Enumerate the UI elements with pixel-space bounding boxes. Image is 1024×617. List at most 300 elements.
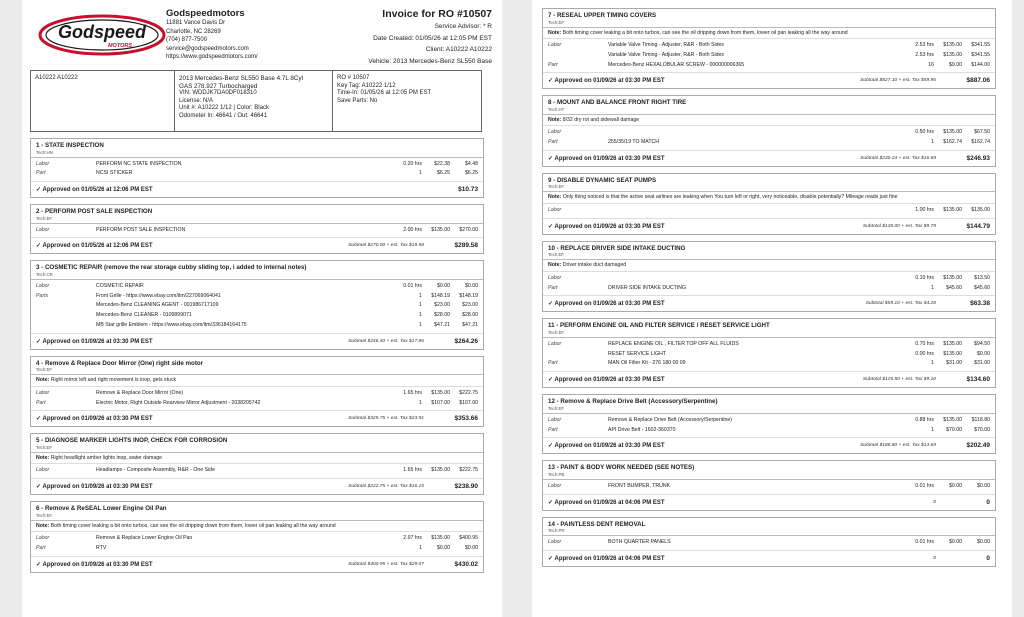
line-rate: $135.00 — [943, 274, 962, 281]
line-items — [31, 532, 483, 556]
line-amount: $67.50 — [974, 129, 990, 136]
line-description — [608, 206, 904, 216]
line-items — [543, 39, 995, 72]
line-quantity: 1.00 hrs — [915, 206, 934, 213]
job-subtotal: Subtotal $135.00 + est. Tax $9.79 — [862, 223, 936, 229]
line-type: Part — [548, 61, 558, 68]
job-title: 5 - DIAGNOSE MARKER LIGHTS INOP, CHECK FOR CORROSION — [36, 437, 228, 445]
line-description: REPLACE ENGINE OIL , FILTER TOP OFF ALL FLUIDS — [608, 340, 739, 347]
job-tech: Tech:EF — [36, 444, 53, 450]
line-rate: $135.00 — [943, 129, 962, 136]
line-description — [608, 128, 904, 138]
line-rate: $0.00 — [949, 539, 962, 546]
line-items — [543, 480, 995, 494]
line-item — [31, 321, 483, 331]
job-tech: Tech:EF — [36, 367, 53, 373]
invoice-summary — [368, 8, 492, 67]
job-header — [543, 242, 995, 261]
line-type: Part — [548, 426, 558, 433]
line-amount: $94.50 — [974, 340, 990, 347]
line-description: RESET SERVICE LIGHT — [608, 350, 667, 357]
approval-status — [548, 77, 860, 84]
line-type: Labor — [36, 160, 50, 167]
line-rate: $22.38 — [434, 160, 450, 167]
job-card — [30, 260, 484, 349]
job-note — [543, 28, 995, 40]
job-card — [542, 517, 996, 567]
line-item — [31, 160, 483, 170]
line-amount: $400.95 — [459, 535, 478, 542]
line-type: Labor — [548, 539, 562, 546]
job-subtotal: Subtotal $125.50 + est. Tax $9.10 — [862, 377, 936, 383]
line-type: Labor — [548, 206, 562, 213]
line-rate: $162.74 — [943, 139, 962, 146]
line-quantity: 1 — [931, 360, 934, 367]
line-description: FRONT BUMPER, TRUNK — [608, 482, 671, 489]
line-rate: $135.00 — [943, 206, 962, 213]
job-card — [542, 241, 996, 313]
line-amount: $222.75 — [459, 389, 478, 396]
approval-text: Approved on 01/09/26 at 03:30 PM EST — [554, 155, 665, 162]
logo-subtext: MOTORS — [107, 43, 133, 49]
line-rate: $28.00 — [434, 312, 450, 319]
line-rate: $135.00 — [943, 416, 962, 423]
line-type: Part — [548, 360, 558, 367]
line-quantity: 0.70 hrs — [915, 340, 934, 347]
line-amount: $148.19 — [459, 292, 478, 299]
approval-text: Approved on 01/09/26 at 03:30 PM EST — [42, 338, 153, 345]
line-item — [31, 399, 483, 409]
line-description: COSMETIC REPAIR — [96, 282, 144, 289]
job-subtotal: Subtotal $329.75 + est. Tax $23.91 — [348, 416, 424, 422]
line-type: Part — [36, 545, 46, 552]
job-footer — [543, 295, 995, 311]
line-type — [548, 51, 608, 61]
invoice-page-2 — [532, 0, 1012, 617]
line-quantity: 0.01 hrs — [915, 539, 934, 546]
job-card — [542, 394, 996, 454]
job-title: 7 - RESEAL UPPER TIMING COVERS — [548, 12, 657, 19]
line-items — [543, 126, 995, 150]
job-note — [543, 115, 995, 127]
line-items — [31, 280, 483, 333]
job-total: $63.38 — [970, 300, 990, 308]
line-item — [543, 426, 995, 436]
date-created: Date Created: 01/05/26 at 12:05 PM EST — [373, 34, 492, 42]
line-description: Remove & Replace Door Mirror (One) — [96, 389, 184, 396]
approval-status — [548, 499, 933, 506]
line-item — [31, 301, 483, 311]
company-website: https://www.godspeedmotors.com/ — [166, 54, 258, 60]
note-label: Note: — [548, 194, 562, 201]
line-type: Labor — [36, 467, 50, 474]
ro-line: Time-In: 01/05/26 at 12:05 PM EST — [337, 90, 432, 97]
line-type: Labor — [36, 389, 50, 396]
job-tech: Tech:EF — [36, 512, 53, 518]
job-card — [30, 433, 484, 495]
line-quantity: 2.53 hrs — [915, 42, 934, 48]
line-description: API Drive Belt - 1602-360370 — [608, 426, 676, 433]
line-items — [31, 224, 483, 238]
line-amount: $222.75 — [459, 467, 478, 474]
vehicle-line: 2013 Mercedes-Benz SL550 Base 4.7L 8Cyl — [179, 75, 304, 82]
line-rate: $23.00 — [434, 302, 450, 309]
line-item — [543, 274, 995, 284]
approval-text: Approved on 01/09/26 at 03:30 PM EST — [42, 416, 153, 423]
job-title: 10 - REPLACE DRIVER SIDE INTAKE DUCTING — [548, 244, 686, 252]
job-title: 12 - Remove & Replace Drive Belt (Accessory/Serpentine) — [548, 398, 718, 406]
line-item — [31, 389, 483, 399]
line-type — [548, 350, 608, 360]
line-type — [36, 301, 96, 311]
vehicle-line: License: N/A — [179, 97, 214, 104]
job-footer — [31, 333, 483, 349]
job-tech: Tech:EF — [548, 405, 565, 411]
approval-text: Approved on 01/09/26 at 03:30 PM EST — [554, 78, 665, 85]
vehicle-line: VIN: WDDJK7DA0DF018310 — [179, 90, 257, 97]
job-subtotal: Subtotal $230.24 + est. Tax $16.69 — [860, 155, 936, 161]
line-quantity: 2.97 hrs — [403, 535, 422, 542]
line-type — [36, 311, 96, 321]
line-description: PERFORM POST SALE INSPECTION — [96, 226, 186, 233]
job-tech: Tech:HN — [36, 149, 53, 155]
line-item — [543, 41, 995, 51]
line-amount: $118.80 — [971, 416, 990, 423]
line-item — [543, 206, 995, 216]
line-amount: $107.00 — [459, 399, 478, 406]
line-item — [543, 538, 995, 548]
note-text: Both timing cover leaking a bit onto turbos, can see the oil dripping down from them, lower oil pan leaking all the way around — [50, 522, 336, 529]
job-footer — [31, 410, 483, 426]
godspeed-logo — [36, 12, 168, 58]
line-rate: $135.00 — [943, 350, 962, 357]
approval-status — [36, 483, 348, 490]
line-rate: $135.00 — [431, 389, 450, 396]
service-advisor: Service Advisor: * R — [434, 23, 492, 30]
line-item — [31, 226, 483, 236]
job-header — [31, 502, 483, 521]
logo-text: Godspeed — [57, 22, 147, 42]
note-label: Note: — [36, 522, 50, 529]
line-item — [543, 340, 995, 350]
job-total: $134.60 — [966, 376, 990, 384]
job-note — [543, 260, 995, 272]
job-header — [31, 357, 483, 376]
job-tech: Tech:HT — [548, 106, 565, 112]
invoice-page-1 — [22, 0, 502, 617]
note-label: Note: — [36, 454, 50, 461]
job-header — [543, 174, 995, 193]
line-amount: $23.00 — [462, 302, 478, 309]
check-icon: ✓ — [36, 338, 42, 345]
line-type: Labor — [548, 129, 562, 136]
vehicle-line: GAS 278.927 Turbocharged — [179, 82, 258, 90]
line-description: Front Grille - https://www.ebay.com/itm/227069064041 — [96, 292, 221, 299]
line-description: Mercedes-Benz CLEANING AGENT - 001986717109 — [96, 302, 219, 309]
job-header — [31, 434, 483, 453]
check-icon: ✓ — [548, 78, 554, 85]
job-total: 0 — [986, 498, 990, 506]
line-amount: $144.00 — [971, 61, 990, 68]
job-header — [543, 96, 995, 115]
line-amount: $31.00 — [974, 360, 990, 367]
line-type: Labor — [548, 340, 562, 347]
line-description: Remove & Replace Lower Engine Oil Pan — [96, 535, 193, 542]
line-type: Labor — [36, 535, 50, 542]
job-tech: Tech:EF — [548, 19, 565, 25]
line-item — [31, 534, 483, 544]
job-subtotal: Subtotal $827.10 + est. Tax $59.96 — [860, 78, 936, 84]
job-footer — [543, 371, 995, 387]
check-icon: ✓ — [36, 187, 42, 194]
job-header — [543, 319, 995, 338]
job-footer — [31, 478, 483, 494]
line-quantity: 0.01 hrs — [915, 482, 934, 489]
line-amount: $162.74 — [971, 139, 990, 146]
line-amount: $341.55 — [971, 51, 990, 58]
line-item — [543, 138, 995, 148]
approval-status — [36, 338, 348, 345]
line-quantity: 1.65 hrs — [403, 467, 422, 474]
company-info — [166, 8, 258, 62]
job-total: $144.79 — [966, 222, 990, 230]
line-rate: $45.60 — [946, 284, 962, 291]
job-card — [30, 138, 484, 198]
line-description: Headlamps - Composite Assembly, R&R - One Side — [96, 467, 215, 474]
job-subtotal: 0 — [933, 499, 936, 505]
job-title: 6 - Remove & ReSEAL Lower Engine Oil Pan — [36, 505, 167, 513]
line-description: Variable Valve Timing - Adjuster, R&R - Both Sides — [608, 42, 724, 48]
job-footer — [543, 550, 995, 566]
line-amount: $0.00 — [465, 545, 478, 552]
line-quantity: 16 — [928, 61, 934, 68]
note-text: Right headlight amber lights inop, water damage — [50, 454, 163, 461]
note-text: Driver intake duct damaged — [562, 262, 627, 269]
line-quantity: 0.00 hrs — [915, 350, 934, 357]
ro-line: Save Parts: No — [337, 97, 378, 104]
line-description: MB Star grille Emblem - https://www.ebay.com/itm/336184164175 — [96, 322, 247, 329]
line-description: Mercedes-Benz HEXALOBULAR SCREW - 000000006365 — [608, 61, 745, 68]
line-rate: $31.00 — [946, 360, 962, 367]
ro-line: RO # 10507 — [337, 75, 370, 81]
job-card — [542, 318, 996, 388]
job-total: $202.49 — [966, 442, 990, 450]
line-items — [543, 338, 995, 371]
line-amount: $4.48 — [465, 160, 478, 167]
line-items — [543, 272, 995, 296]
check-icon: ✓ — [548, 555, 554, 562]
line-item — [543, 359, 995, 369]
job-note — [31, 453, 483, 465]
job-footer — [543, 150, 995, 166]
note-label: Note: — [548, 262, 562, 269]
job-card — [30, 356, 484, 428]
job-note — [31, 375, 483, 387]
line-description: NCSI STICKER — [96, 170, 133, 177]
line-rate: $107.00 — [431, 399, 450, 406]
job-header — [543, 518, 995, 537]
line-quantity: 1 — [419, 322, 422, 329]
line-item — [543, 51, 995, 61]
job-footer — [543, 218, 995, 234]
check-icon: ✓ — [36, 561, 42, 568]
invoice-title: Invoice for RO #10507 — [382, 8, 492, 20]
line-rate: $0.00 — [437, 545, 450, 552]
job-card — [30, 501, 484, 573]
line-quantity: 1 — [419, 292, 422, 299]
line-type: Part — [548, 284, 558, 291]
line-amount: $45.60 — [974, 284, 990, 291]
line-description — [608, 274, 904, 284]
line-type: Part — [36, 399, 46, 406]
invoice-header — [22, 0, 502, 64]
job-total: $353.66 — [454, 415, 478, 423]
job-title: 9 - DISABLE DYNAMIC SEAT PUMPS — [548, 176, 657, 184]
company-address1: 11881 Vance Davis Dr — [166, 20, 226, 26]
line-rate: $135.00 — [943, 42, 962, 48]
line-rate: $135.00 — [431, 467, 450, 474]
job-tech: Tech:CR — [36, 271, 53, 277]
note-text: Only thing noticed is that the active seat airlines are leaking when You turn left or right, very noticeable, disable potentially? Mileage reads just fine — [562, 194, 898, 201]
line-rate: $6.25 — [437, 170, 450, 177]
job-total: $264.26 — [454, 337, 478, 345]
approval-status — [548, 376, 863, 383]
line-description: 255/35/19 TO MATCH — [608, 139, 660, 146]
line-amount: $0.00 — [977, 350, 990, 357]
line-rate: $9.00 — [949, 61, 962, 68]
job-subtotal: 0 — [933, 555, 936, 561]
job-header — [543, 9, 995, 28]
job-header — [31, 139, 483, 158]
job-total: $430.02 — [454, 560, 478, 568]
customer-name: A10222 A10222 — [35, 75, 78, 81]
line-quantity: 0.20 hrs — [403, 160, 422, 167]
line-quantity: 1 — [931, 139, 934, 146]
ro-details — [333, 71, 481, 131]
check-icon: ✓ — [548, 223, 554, 230]
approval-status — [548, 555, 933, 562]
company-name: Godspeedmotors — [166, 8, 245, 19]
job-title: 1 - STATE INSPECTION — [36, 142, 104, 149]
line-amount: $135.00 — [971, 206, 990, 213]
line-item — [31, 169, 483, 179]
check-icon: ✓ — [36, 416, 42, 423]
line-rate: $135.00 — [431, 226, 450, 233]
job-title: 4 - Remove & Replace Door Mirror (One) right side motor — [36, 359, 204, 367]
line-amount: $70.00 — [974, 426, 990, 433]
job-total: $289.58 — [454, 242, 478, 250]
line-type: Parts — [36, 292, 49, 299]
approval-text: Approved on 01/09/26 at 03:30 PM EST — [554, 377, 665, 384]
line-quantity: 2.53 hrs — [915, 51, 934, 58]
job-title: 3 - COSMETIC REPAIR (remove the rear storage cubby sliding top, i added to internal notes) — [36, 264, 307, 272]
job-title: 8 - MOUNT AND BALANCE FRONT RIGHT TIRE — [548, 99, 687, 107]
approval-status — [36, 415, 348, 422]
approval-text: Approved on 01/05/26 at 12:06 PM EST — [42, 243, 153, 250]
job-tech: Tech:EF — [548, 184, 565, 190]
line-description: PERFORM NC STATE INSPECTION — [96, 160, 182, 167]
line-rate: $148.19 — [431, 292, 450, 299]
approval-status — [548, 155, 860, 162]
job-total: $238.90 — [454, 483, 478, 491]
line-item — [31, 544, 483, 554]
job-card — [542, 8, 996, 89]
job-tech: Tech:EF — [548, 329, 565, 335]
line-item — [543, 350, 995, 360]
job-subtotal: Subtotal $270.00 + est. Tax $19.58 — [348, 243, 424, 249]
job-subtotal: Subtotal $222.75 + est. Tax $16.15 — [348, 484, 424, 490]
check-icon: ✓ — [548, 443, 554, 450]
job-card — [542, 460, 996, 510]
approval-status — [548, 442, 860, 449]
line-quantity: 0.01 hrs — [403, 282, 422, 289]
line-item — [543, 284, 995, 294]
customer-cell — [31, 71, 175, 131]
company-phone: (704) 877-7500 — [166, 37, 208, 43]
job-subtotal: Subtotal $188.80 + est. Tax $13.69 — [860, 443, 936, 449]
check-icon: ✓ — [548, 301, 554, 308]
line-description: DRIVER SIDE INTAKE DUCTING — [608, 284, 687, 291]
note-label: Note: — [548, 116, 562, 123]
line-quantity: 1 — [931, 426, 934, 433]
line-item — [31, 282, 483, 292]
approval-text: Approved on 01/09/26 at 03:30 PM EST — [554, 301, 665, 308]
approval-text: Approved on 01/09/26 at 03:30 PM EST — [554, 443, 665, 450]
job-title: 14 - PAINTLESS DENT REMOVAL — [548, 520, 646, 528]
note-label: Note: — [548, 29, 562, 36]
line-type: Part — [548, 139, 558, 146]
vehicle-line: Unit #: A10222 1/12 | Color: Black — [179, 105, 269, 112]
line-type: Part — [36, 170, 46, 177]
line-item — [543, 128, 995, 138]
approval-text: Approved on 01/09/26 at 03:30 PM EST — [42, 484, 153, 491]
line-amount: $13.50 — [974, 274, 990, 281]
line-description: Variable Valve Timing - Adjuster, R&R - Both Sides — [608, 51, 724, 58]
check-icon: ✓ — [36, 484, 42, 491]
line-items — [31, 158, 483, 182]
line-quantity: 1 — [419, 545, 422, 552]
job-tech: Tech:PB — [548, 471, 565, 477]
job-note — [31, 521, 483, 533]
line-amount: $341.55 — [971, 42, 990, 48]
line-rate: $70.00 — [946, 426, 962, 433]
job-total: $887.06 — [966, 77, 990, 85]
line-type: Labor — [548, 482, 562, 489]
job-header — [31, 261, 483, 280]
line-item — [543, 61, 995, 71]
line-items — [543, 536, 995, 550]
line-items — [31, 464, 483, 478]
line-amount: $28.00 — [462, 312, 478, 319]
job-list-page-1 — [30, 138, 484, 579]
note-text: 8/32 dry rot and sidewall damage — [562, 116, 640, 123]
line-amount: $270.00 — [459, 226, 478, 233]
approval-status — [548, 300, 866, 307]
job-card — [542, 95, 996, 167]
line-rate: $135.00 — [431, 535, 450, 542]
line-quantity: 0.50 hrs — [915, 129, 934, 136]
line-items — [31, 387, 483, 411]
line-description: Electric Motor, Right Outside Rearview Mirror Adjustment - 2038205742 — [96, 399, 261, 406]
line-quantity: 0.88 hrs — [915, 416, 934, 423]
job-total: $246.93 — [966, 154, 990, 162]
job-subtotal: Subtotal $400.95 + est. Tax $29.07 — [348, 561, 424, 567]
check-icon: ✓ — [548, 155, 554, 162]
job-footer — [31, 556, 483, 572]
line-type: Labor — [548, 42, 562, 48]
job-total: $10.73 — [458, 186, 478, 194]
vehicle-line: Odometer In: 46641 / Out: 46641 — [179, 112, 268, 119]
